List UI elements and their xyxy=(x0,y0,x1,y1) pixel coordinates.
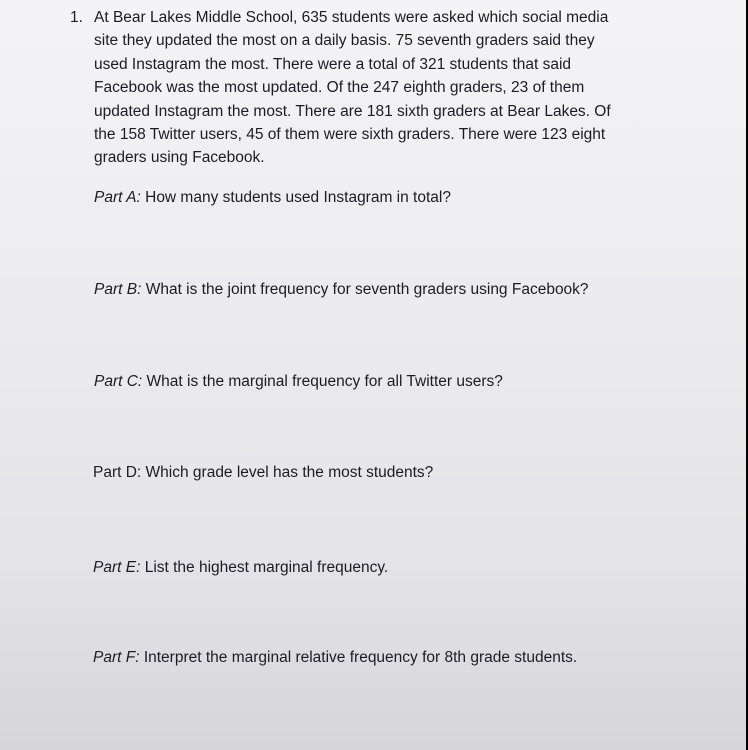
part-b-label: Part B: xyxy=(94,281,142,298)
part-c-text: What is the marginal frequency for all Twitter users? xyxy=(142,373,503,390)
intro-line: Facebook was the most updated. Of the 247 eighth graders, 23 of them xyxy=(94,79,585,97)
part-d xyxy=(93,464,433,482)
question-intro xyxy=(94,6,684,170)
part-f-text: Interpret the marginal relative frequency for 8th grade students. xyxy=(139,649,578,666)
question-number: 1. xyxy=(70,9,83,26)
part-d-text: Which grade level has the most students? xyxy=(141,464,434,481)
part-c xyxy=(94,373,503,391)
intro-line: updated Instagram the most. There are 181 sixth graders at Bear Lakes. Of xyxy=(94,102,611,120)
intro-line: used Instagram the most. There were a total of 321 students that said xyxy=(94,55,572,73)
intro-line: graders using Facebook. xyxy=(94,149,265,167)
part-e xyxy=(93,559,388,577)
part-e-text: List the highest marginal frequency. xyxy=(140,559,389,576)
part-a xyxy=(94,189,451,207)
intro-line: site they updated the most on a daily basis. 75 seventh graders said they xyxy=(94,32,595,50)
part-a-text: How many students used Instagram in total? xyxy=(140,189,451,206)
part-b-text: What is the joint frequency for seventh graders using Facebook? xyxy=(141,281,589,298)
part-f-label: Part F: xyxy=(93,649,140,666)
part-c-label: Part C: xyxy=(94,373,143,390)
part-a-label: Part A: xyxy=(94,189,141,206)
part-e-label: Part E: xyxy=(93,559,141,576)
intro-line: At Bear Lakes Middle School, 635 students were asked which social media xyxy=(94,9,609,26)
part-b xyxy=(94,281,589,299)
intro-line: the 158 Twitter users, 45 of them were sixth graders. There were 123 eight xyxy=(94,126,606,144)
part-f xyxy=(93,649,577,667)
part-d-label: Part D: xyxy=(93,464,142,481)
